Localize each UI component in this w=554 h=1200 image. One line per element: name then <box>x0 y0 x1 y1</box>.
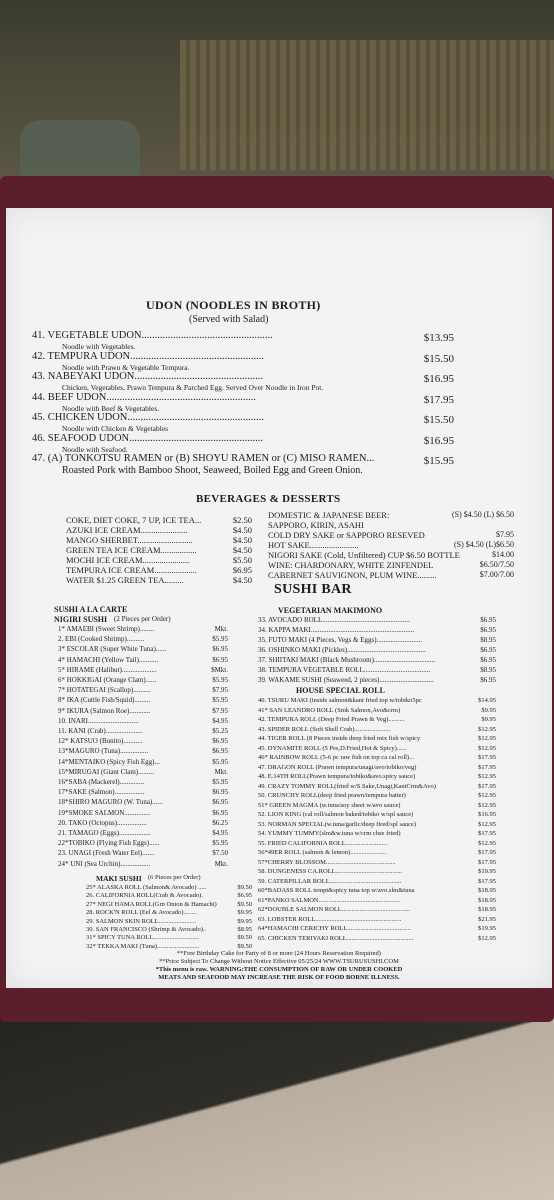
nigiri-item-price: Mkt. <box>214 859 228 868</box>
a-la-carte-heading: SUSHI A LA CARTE <box>54 605 128 614</box>
udon-item-name: 42. TEMPURA UDON................................................... <box>32 350 264 362</box>
vegetarian-heading: VEGETARIAN MAKIMONO <box>278 606 383 615</box>
drink-item-name: CABERNET SAUVIGNON, PLUM WINE......... <box>268 570 437 580</box>
nigiri-item-name: 8* IKA (Cuttle Fish/Squid)......... <box>58 696 151 705</box>
udon-item-price: $15.50 <box>423 414 454 426</box>
udon-item-name: 41. VEGETABLE UDON.................................................. <box>32 330 273 341</box>
house-roll-price: $17.95 <box>478 877 496 885</box>
maki-item-name: 25* ALASKA ROLL (Salmon& Avocado) ..... <box>86 884 207 891</box>
udon-item-description: Noodle with Prawn & Vegetable Tempura. <box>62 362 190 372</box>
nigiri-heading: NIGIRI SUSHI <box>54 615 108 624</box>
veg-item-name: 38. TEMPURA VEGETABLE ROLL...................................... <box>258 666 431 674</box>
beverage-item-name: AZUKI ICE CREAM...................... <box>66 525 188 535</box>
nigiri-item-price: $7.50 <box>212 849 228 858</box>
house-roll-name: 59. CATERPILLAR ROLL............................................ <box>258 877 402 885</box>
drink-item-price: $7.00/7.00 <box>479 570 514 579</box>
house-roll-price: $9.95 <box>481 716 496 723</box>
drink-item-price: $7.95 <box>496 530 514 539</box>
nigiri-item-price: $7.95 <box>212 706 228 715</box>
maki-item-name: 31* SPICY TUNA ROLL............................ <box>86 934 199 942</box>
nigiri-note: (2 Pieces per Order) <box>114 615 171 623</box>
nigiri-item-name: 13*MAGURO (Tuna)................ <box>58 747 149 756</box>
house-roll-name: 62*DOUBLE SALMON ROLL.......................................... <box>258 906 411 913</box>
nigiri-item-price: $6.95 <box>212 798 228 807</box>
house-roll-name: 55. FRIED CALIFORNIA ROLL.......................... <box>258 839 389 847</box>
house-roll-name: 46* RAINBOW ROLL (5-6 pc raw fish on top ca cal roll)... <box>258 754 414 761</box>
veg-item-name: 33. AVOCADO ROLL.................................................. <box>258 616 410 624</box>
beverage-item-name: MOCHI ICE CREAM...................... <box>66 555 190 565</box>
beverage-item-price: $5.50 <box>232 555 252 565</box>
veg-item-price: $6.95 <box>480 646 496 654</box>
nigiri-item-name: 6* HOKKIGAI (Orange Clam)...... <box>58 676 157 684</box>
nigiri-item-price: $5.95 <box>212 839 228 848</box>
maki-item-price: $8.95 <box>237 926 252 933</box>
house-roll-name: 51* GREEN MAGMA (w.tuna/soy sheet w/avo sauce) <box>258 801 401 809</box>
beverage-item-name: GREEN TEA ICE CREAM................. <box>66 545 197 555</box>
udon-item-price: $17.95 <box>423 393 454 406</box>
nigiri-item-price: $5.25 <box>212 727 228 735</box>
house-roll-price: $18.95 <box>478 906 496 913</box>
nigiri-item-price: $5.95 <box>212 778 228 786</box>
drink-item-price: $14.00 <box>492 550 514 559</box>
veg-item-price: $6.95 <box>480 616 496 624</box>
background-table <box>0 1010 554 1200</box>
nigiri-item-price: $4.95 <box>212 716 228 725</box>
house-roll-price: $17.95 <box>478 849 496 856</box>
nigiri-item-name: 16*SABA (Mackerel).............. <box>58 778 145 786</box>
drink-item-name: SAPPORO, KIRIN, ASAHI <box>268 520 364 530</box>
udon-item-description: Noodle with Vegetables. <box>62 342 136 351</box>
nigiri-item-name: 17*SAKE (Salmon)................. <box>58 788 145 797</box>
house-roll-name: 43. SPIDER ROLL (Soft Shell Crab)...................... <box>258 725 391 733</box>
nigiri-item-price: $6.95 <box>212 788 228 797</box>
house-roll-price: $12.95 <box>478 839 496 847</box>
maki-item-price: $9.50 <box>237 942 252 950</box>
udon-item-price: $15.95 <box>423 455 454 467</box>
nigiri-item-price: $6.95 <box>212 808 228 817</box>
veg-item-name: 35. FUTO MAKI (4 Pieces, Vegs & Eggs).......................... <box>258 636 423 644</box>
nigiri-item-price: Mkt. <box>214 625 228 633</box>
house-roll-name: 47. DRAGON ROLL (Prawn tempura/unagi/avo/tobiko/veg) <box>258 763 417 771</box>
nigiri-item-name: 11. KANI (Crab)..................... <box>58 727 143 735</box>
maki-item-name: 28. ROCK'N ROLL (Eel & Avocado)........ <box>86 909 197 917</box>
house-roll-price: $16.95 <box>478 811 496 818</box>
house-roll-price: $12.95 <box>478 792 496 799</box>
maki-item-price: $9.50 <box>237 934 252 942</box>
veg-item-price: $6.95 <box>480 676 496 684</box>
house-roll-price: $19.95 <box>478 868 496 875</box>
beverage-item-price: $4.50 <box>232 525 252 535</box>
udon-section-subtitle: (Served with Salad) <box>189 314 269 325</box>
nigiri-item-name: 10. INARI............................. <box>58 716 139 725</box>
background-chair <box>20 120 140 180</box>
nigiri-item-name: 3* ESCOLAR (Super White Tuna)...... <box>58 645 167 654</box>
udon-item-description: Noodle with Chicken & Vegetables <box>62 424 169 433</box>
maki-item-price: $9.50 <box>237 900 252 908</box>
house-roll-price: $12.95 <box>478 744 496 752</box>
beverage-item-price: $6.95 <box>232 565 252 575</box>
maki-item-price: $9.50 <box>237 884 252 891</box>
veg-item-name: 39. WAKAME SUSHI (Seaweed, 2 pieces)............................... <box>258 676 434 684</box>
nigiri-item-price: $6.95 <box>212 747 228 756</box>
udon-item-description: Roasted Pork with Bamboo Shoot, Seaweed, Boiled Egg and Green Onion. <box>62 465 363 476</box>
house-special-heading: HOUSE SPECIAL ROLL <box>296 686 385 695</box>
veg-item-name: 37. SHIITAKI MAKI (Black Mushroom)................................... <box>258 656 436 664</box>
udon-item-price: $16.95 <box>423 373 454 385</box>
house-roll-price: $17.95 <box>478 763 496 771</box>
house-roll-price: $18.95 <box>478 887 496 894</box>
nigiri-item-name: 15*MIRUGAI (Giant Clam)......... <box>58 767 154 776</box>
nigiri-item-name: 12* KATSUO (Bonito)........... <box>58 737 143 746</box>
house-roll-price: $12.95 <box>478 773 496 780</box>
maki-item-price: $6.95 <box>237 892 252 900</box>
house-roll-name: 49. CRAZY TOMMY ROLL(fried w/S.Sake,Unagi,KaniCrm&Avo) <box>258 782 436 790</box>
veg-item-price: $8.95 <box>480 666 496 674</box>
nigiri-item-name: 24* UNI (Sea Urchin)................. <box>58 859 151 868</box>
house-roll-price: $12.95 <box>478 735 496 742</box>
nigiri-item-price: $6.95 <box>212 645 228 654</box>
footer-warning-line2: MEATS AND SEAFOOD MAY INCREASE THE RISK OF FOOD BORNE ILLNESS. <box>158 974 400 981</box>
house-roll-name: 52. LION KING (cal roll/salmon baked/tobiko w/spl sauce) <box>258 811 414 818</box>
house-roll-name: 44. TIGER ROLL (8 Pieces inside deep fried mix fish w/spicy <box>258 735 421 742</box>
udon-item-description: Noodle with Seafood. <box>62 444 128 454</box>
nigiri-item-name: 23. UNAGI (Fresh Water Eel)....... <box>58 849 155 858</box>
nigiri-item-name: 4* HAMACHI (Yellow Tail)........... <box>58 655 159 664</box>
house-roll-price: $14.95 <box>478 697 496 704</box>
drink-item-name: HOT SAKE....................... <box>268 540 359 550</box>
house-roll-name: 64*HAMACHI CERICHY ROLL....................................... <box>258 925 411 932</box>
nigiri-item-name: 2. EBI (Cooked Shrimp).......... <box>58 635 145 644</box>
nigiri-item-price: Mkt. <box>214 767 228 776</box>
house-roll-price: $12.95 <box>478 801 496 809</box>
house-roll-name: 65. CHICKEN TERIYAKI ROLL......................................... <box>258 934 414 942</box>
beverage-item-price: $4.50 <box>232 535 252 545</box>
udon-item-name: 44. BEEF UDON......................................................... <box>32 391 257 403</box>
maki-item-name: 29. SALMON SKIN ROLL....................... <box>86 917 196 925</box>
nigiri-item-price: $6.25 <box>212 818 228 827</box>
veg-item-price: $8.95 <box>480 636 496 644</box>
nigiri-item-price: $5.95 <box>212 696 228 705</box>
house-roll-name: 45. DYNAMITE ROLL (5 Pes,D.Fried,Hot & Spicy)...... <box>258 744 407 752</box>
veg-item-price: $6.95 <box>480 626 496 634</box>
house-roll-price: $12.95 <box>478 725 496 733</box>
house-roll-name: 54. YUMMY TUMMY(slm&w.tuna w/crm chse fried) <box>258 830 401 837</box>
drink-item-price: (S) $4.50 (L) $6.50 <box>452 510 514 519</box>
house-roll-name: 63. LOBSTER ROLL..................................................... <box>258 915 402 923</box>
nigiri-item-price: $5.95 <box>212 676 228 684</box>
background-window-blinds <box>180 40 554 170</box>
house-roll-name: 41* SAN LEANDRO ROLL (Smk Salmon,Avo&crm) <box>258 706 401 714</box>
nigiri-item-price: $5.95 <box>212 635 228 644</box>
udon-item-name: 47. (A) TONKOTSU RAMEN or (B) SHOYU RAMEN or (C) MISO RAMEN... <box>32 453 375 464</box>
house-roll-name: 42. TEMPURA ROLL (Deep Fried Prawn & Veg).......... <box>258 716 405 723</box>
house-roll-price: $9.95 <box>481 706 496 714</box>
nigiri-item-price: $6.95 <box>212 655 228 664</box>
udon-section-title: UDON (NOODLES IN BROTH) <box>146 298 321 312</box>
footer-price-note: **Price Subject To Change Without Notice Effective 05/25/24 WWW.TSURUSUSHI.COM <box>159 958 399 965</box>
house-roll-price: $12.95 <box>478 820 496 828</box>
nigiri-item-price: $6.95 <box>212 737 228 746</box>
beverage-item-name: COKE, DIET COKE, 7 UP, ICE TEA... <box>66 515 202 525</box>
udon-item-name: 46. SEAFOOD UDON................................................... <box>32 432 264 444</box>
house-roll-name: 50. CRUNCHY ROLL(deep fried prawn/tempura batter) <box>258 792 406 799</box>
house-roll-price: $17.95 <box>478 858 496 866</box>
menu-page <box>6 208 552 988</box>
udon-item-name: 43. NABEYAKI UDON................................................. <box>32 371 263 382</box>
nigiri-item-name: 14*MENTAIKO (Spicy Fish Egg)... <box>58 757 160 766</box>
house-roll-name: 60*BADASS ROLL tempt&spicy tuna top w/avo.slm&tuna <box>258 887 415 894</box>
house-roll-price: $17.95 <box>478 782 496 790</box>
drink-item-name: NIGORI SAKE (Cold, Unfiltered) CUP $6.50 BOTTLE <box>268 550 460 560</box>
nigiri-item-price: $4.95 <box>212 829 228 837</box>
drink-item-name: COLD DRY SAKE or SAPPORO RESEVED <box>268 530 425 540</box>
maki-item-price: $9.95 <box>237 917 252 925</box>
house-roll-name: 48. E.14TH ROLL(Prawn tempura/tobiko&avo.spicy sauce) <box>258 773 416 780</box>
nigiri-item-name: 9* IKURA (Salmon Roe)............ <box>58 706 151 715</box>
house-roll-price: $18.95 <box>478 896 496 904</box>
udon-item-description: Noodle with Beef & Vegetables. <box>62 403 160 413</box>
maki-item-name: 27* NEGI HAMA ROLL(Grn Onion & Hamachi) <box>86 900 217 908</box>
udon-item-price: $15.50 <box>423 352 454 365</box>
footer-birthday-note: **Free Birthday Cake for Party of 8 or more (24 Hours Reservation Required) <box>177 950 381 957</box>
house-roll-price: $17.95 <box>478 830 496 837</box>
nigiri-item-name: 22*TOBIKO (Flying Fish Eggs)...... <box>58 839 160 848</box>
house-roll-name: 58. DUNGENESS CA.ROLL......................................... <box>258 868 403 875</box>
house-roll-name: 56*49ER ROLL (salmon & lemon)...................... <box>258 849 386 856</box>
nigiri-item-price: $Mkt. <box>211 665 228 674</box>
house-roll-name: 57*CHERRY BLOSSOM........................................... <box>258 858 396 866</box>
beverage-item-price: $2.50 <box>232 515 252 525</box>
veg-item-price: $6.95 <box>480 656 496 664</box>
house-roll-price: $17.95 <box>478 754 496 761</box>
maki-heading: MAKI SUSHI <box>96 874 142 883</box>
beverage-item-name: WATER $1.25 GREEN TEA......... <box>66 575 184 585</box>
nigiri-item-name: 20. TAKO (Octopus)................. <box>58 818 147 827</box>
house-roll-name: 40. TSURU MAKI (inside salmon&kani fried top w/tobiko5pc <box>258 697 422 704</box>
maki-item-price: $9.95 <box>237 909 252 917</box>
beverage-item-name: TEMPURA ICE CREAM.................... <box>66 565 197 575</box>
drink-item-price: (S) $4.50 (L)$6.50 <box>454 540 514 549</box>
house-roll-name: 53. NORMAN SPECIAL(w.tuna/garlic/deep fired/spl sauce) <box>258 820 417 828</box>
nigiri-item-price: $7.95 <box>212 686 228 695</box>
drink-item-name: WINE: CHARDONARY, WHITE ZINFENDEL <box>268 560 434 570</box>
sushi-bar-title: SUSHI BAR <box>274 582 352 597</box>
maki-item-name: 30. SAN FRANCISCO (Shrimp & Avocado).. <box>86 926 207 933</box>
footer-warning-line1: *This menu is raw. WARNING:THE CONSUMPTION OF RAW OR UNDER COOKED <box>155 966 403 973</box>
nigiri-item-name: 5* HIRAME (Halibut).................... <box>58 665 157 674</box>
drink-item-price: $6.50/7.50 <box>479 560 514 569</box>
nigiri-item-name: 21. TAMAGO (Eggs).................. <box>58 829 151 837</box>
nigiri-item-name: 19*SMOKE SALMON............... <box>58 808 151 817</box>
veg-item-name: 36. OSHINKO MAKI (Pickles)............................................. <box>258 646 426 654</box>
beverage-item-name: MANGO SHERBET.......................... <box>66 535 193 545</box>
maki-item-name: 26. CALIFORNIA ROLL(Crab & Avocado). <box>86 892 203 900</box>
udon-item-name: 45. CHICKEN UDON.................................................... <box>32 412 264 423</box>
nigiri-item-name: 18*SHIRO MAGURO (W. Tuna)...... <box>58 798 163 807</box>
beverage-item-price: $4.50 <box>232 545 252 555</box>
maki-item-name: 32* TEKKA MAKI (Tuna).......................... <box>86 942 200 950</box>
beverages-section-title: BEVERAGES & DESSERTS <box>196 493 341 505</box>
udon-item-price: $16.95 <box>423 434 454 447</box>
nigiri-item-name: 7* HOTATEGAI (Scallop).......... <box>58 686 151 695</box>
house-roll-price: $12.95 <box>478 934 496 942</box>
udon-item-description: Chicken, Vegetables, Prawn Tempura & Parched Egg. Served Over Noodle in Iron Pot. <box>62 383 324 392</box>
udon-item-price: $13.95 <box>423 332 454 344</box>
nigiri-item-price: $5.95 <box>212 757 228 766</box>
house-roll-name: 61*PANKO SALMON.................................................. <box>258 896 400 904</box>
drink-item-name: DOMESTIC & JAPANESE BEER: <box>268 510 390 520</box>
veg-item-name: 34. KAPPA MAKI........................................................... <box>258 626 415 634</box>
maki-note: (6 Pieces per Order) <box>148 874 201 881</box>
house-roll-price: $21.95 <box>478 915 496 923</box>
nigiri-item-name: 1* AMAEBI (Sweet Shrimp)........ <box>58 625 154 633</box>
house-roll-price: $19.95 <box>478 925 496 932</box>
beverage-item-price: $4.50 <box>232 575 252 585</box>
